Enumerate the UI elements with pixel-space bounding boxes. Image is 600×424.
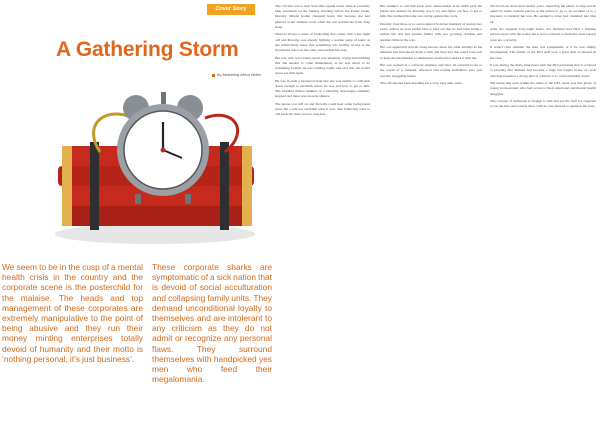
byline-marker (212, 74, 215, 77)
byline (212, 73, 261, 77)
pull-quote-left: We seem to be in the cusp of a mental health crisis in the country and the corporate scene is the posterchild for the malaise. The heads and top management of these corporates are extremely manipulative to the point of being abusive and they run their money minting enterprises totally devoid of humanity and their motto is ‘nothing personal, it’s just business’. (2, 262, 143, 364)
tape-band-left (90, 142, 99, 230)
paragraph: After the required forty-eight hours, her husband had filed a missing person report with the police but it soon occurred to them that such reports were not a priority. (490, 27, 596, 42)
paragraph: He was in such a hysterical state that she was unable to calm him down enough to establish where he was and how to get to him. The morning fifteen minutes of a babbling monologue suddenly stopped and there was an eerie silence. (275, 78, 370, 99)
paragraph: She learnt that even within the ranks of the DCI, there was this group of young professionals who had access to their emotional and mental health struggles. (490, 81, 596, 96)
paragraph: Her son apparently had all along known about his other siblings as his husband had introduced them to him and they had this weird tone part to keep the information to themselves and had not shared it with her. (380, 45, 482, 60)
paragraph: She lived out more than twenty years, expecting the phone to ring and be asked by some random person or the police to go to an accident or to a mortuary to identify her son. He seemed to have just vanished into thin air. (490, 4, 596, 24)
paragraph: It wasn't clear whether the man was sympathetic or if he was simply incompetent. The family of the DCI staff took a great deal of interest in the case. (490, 45, 596, 60)
paragraph: Her attempts to call him back were unsuccessful as he didn't pick the phone and anxiety for Dorothy was to try and figure out how to get to him. She realised that she was racing against the clock. (380, 4, 482, 19)
byline-text: By Marketing Africa Writer (217, 73, 261, 77)
paragraph: The call she had been dreading for a very long time came. (380, 81, 463, 86)
paragraph: Dorothy tried three or so and acquired from her husband of twenty-two years. Alfred on your earlier idea to find out that he had been living a double life and had another family with two growing children and another child on the way. (380, 22, 482, 42)
article-column-3 (490, 4, 596, 112)
paragraph: The call that was to turn Stan Ilma upside down came at precisely nine seventeen on the Sunday morning before the Easter break. Dorothy Mkuba (name changed) knew this because she had glanced at her bedside clock when the call startled her from deep sleep. (275, 4, 370, 29)
paragraph: The phone was still on and Dorothy could hear some background noise but could not establish what it was. She frantically tried to call back but there was no response. (275, 102, 370, 117)
paragraph: There is always a sense of foreboding that comes with a late night call and Dorothy was already fighting a sudden surge of panic as she instinctively knew that something was terribly wrong as the incoherent voice on the other end reached her ears. (275, 32, 370, 53)
paragraph: The concept of teamwork is foreign to him and yet his staff are expected to toe the line and work in silos, with no one allowed to question the boss. (490, 99, 596, 109)
paragraph: Her son worked at a software engineer and lives all outward looks to the world of a cultured, educated and normal individual who was secretly struggling inside. (380, 63, 482, 78)
paragraph: It was during the many interviews with the DCI personnel that it occurred to Dorothy that Kimani had become a huge but fragile house of cards which just needed a strong gust of wind for it to come tumbling down. (490, 63, 596, 78)
paragraph: Her son, who was twenty-seven was shouting, crying and babbling that she needed to come immediately as he was about to do something foolish; he was sobbing loudly and said that she would never see him again. (275, 55, 370, 76)
tape-band-right (220, 142, 229, 230)
article-column-1 (275, 4, 370, 120)
section-tag: Cover Story (207, 4, 255, 15)
headline: A Gathering Storm (56, 38, 239, 61)
pull-quote-right: These corporate sharks are symptomatic of a sick nation that is devoid of social acculturation and collapsing family units. They demand unconditional loyalty to themselves and are intolerant to any criticism as they do not admit or recognize any personal flaws. They surround themselves with handpicked yes men who feed their megalomania. (152, 262, 272, 385)
dynamite-clock-illustration (40, 82, 270, 250)
article-column-2 (380, 4, 482, 89)
